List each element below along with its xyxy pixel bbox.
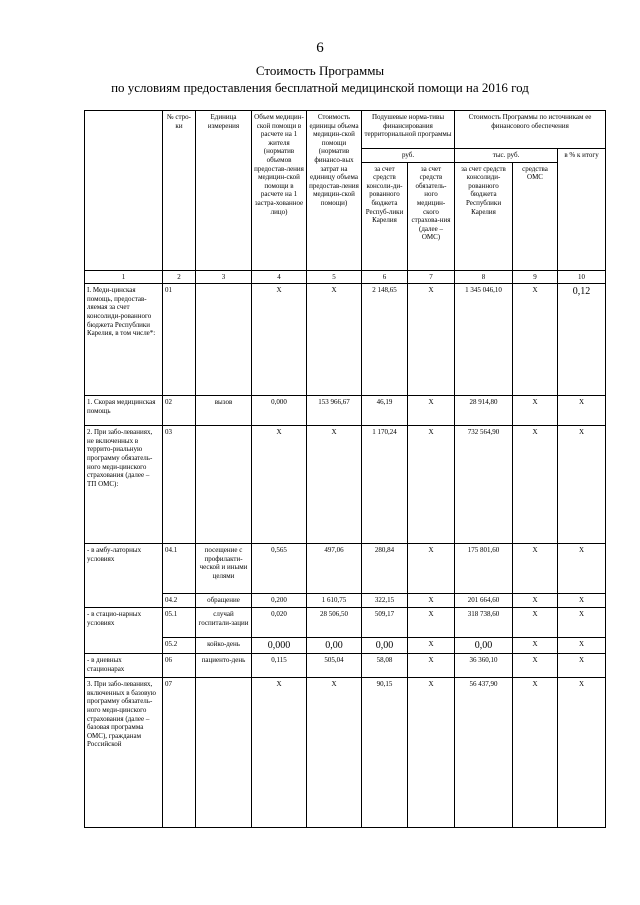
row-number: 05.2 bbox=[163, 638, 196, 654]
row-name: 1. Скорая медицинская помощь bbox=[85, 396, 163, 426]
row-unit bbox=[196, 284, 252, 396]
row-percent: X bbox=[558, 678, 606, 828]
row-total-budget: 28 914,80 bbox=[455, 396, 513, 426]
row-percent: 0,12 bbox=[558, 284, 606, 396]
row-per-capita-budget: 90,15 bbox=[362, 678, 408, 828]
page-number: 6 bbox=[316, 40, 324, 56]
header-oms-total: средства ОМС bbox=[513, 162, 558, 270]
row-per-capita-budget: 0,00 bbox=[362, 638, 408, 654]
col-number: 5 bbox=[307, 270, 362, 284]
row-name: I. Меди-цинская помощь, предостав-ляемая за счет консолиди-рованного бюджета Республики Карелия, в том числе*: bbox=[85, 284, 163, 396]
header-row-no: № стро-ки bbox=[163, 111, 196, 271]
header-thousand-rub: тыс. руб. bbox=[455, 149, 558, 163]
row-number: 01 bbox=[163, 284, 196, 396]
row-volume: 0,020 bbox=[252, 608, 307, 638]
row-percent: X bbox=[558, 594, 606, 608]
row-unit bbox=[196, 678, 252, 828]
header-volume: Объем медицин-ской помощи в расчете на 1 жителя (норматив объемов предостав-ления медицин-ской помощи в расчете на 1 застра-хованное лицо) bbox=[252, 111, 307, 271]
row-per-capita-oms: X bbox=[408, 654, 455, 678]
row-volume: 0,200 bbox=[252, 594, 307, 608]
header-per-capita: Подушевые норма-тивы финансирования территориальной программы bbox=[362, 111, 455, 149]
row-per-capita-oms: X bbox=[408, 284, 455, 396]
row-unit: посещение с профилакти-ческой и иными целями bbox=[196, 544, 252, 594]
row-per-capita-budget: 280,84 bbox=[362, 544, 408, 594]
header-budget-rk-total: за счет средств консолиди-рованного бюджета Республики Карелия bbox=[455, 162, 513, 270]
row-number: 02 bbox=[163, 396, 196, 426]
row-per-capita-oms: X bbox=[408, 594, 455, 608]
row-volume: X bbox=[252, 678, 307, 828]
row-total-oms: X bbox=[513, 678, 558, 828]
header-unit-cost: Стоимость единицы объема медицин-ской помощи (норматив финансо-вых затрат на единицу объема предостав-ления медицин-ской помощи) bbox=[307, 111, 362, 271]
row-per-capita-budget: 2 148,65 bbox=[362, 284, 408, 396]
row-volume: X bbox=[252, 284, 307, 396]
row-name: 2. При забо-леваниях, не включенных в террито-риальную программу обязатель-ного меди-цинского страхования (далее – ТП ОМС): bbox=[85, 426, 163, 544]
row-unit: пациенто-день bbox=[196, 654, 252, 678]
row-total-oms: X bbox=[513, 426, 558, 544]
row-total-budget: 0,00 bbox=[455, 638, 513, 654]
row-number: 05.1 bbox=[163, 608, 196, 638]
row-unit bbox=[196, 426, 252, 544]
col-number: 10 bbox=[558, 270, 606, 284]
header-percent-total: в % к итогу bbox=[558, 149, 606, 271]
header-unit: Единица измерения bbox=[196, 111, 252, 271]
row-per-capita-oms: X bbox=[408, 426, 455, 544]
row-total-budget: 175 801,60 bbox=[455, 544, 513, 594]
table-row bbox=[85, 654, 606, 678]
table-row bbox=[85, 544, 606, 594]
col-number: 8 bbox=[455, 270, 513, 284]
row-unit-cost: 153 966,67 bbox=[307, 396, 362, 426]
program-cost-table bbox=[84, 110, 606, 828]
table-row bbox=[85, 396, 606, 426]
col-number: 9 bbox=[513, 270, 558, 284]
row-unit: случай госпитали-зации bbox=[196, 608, 252, 638]
row-total-oms: X bbox=[513, 608, 558, 638]
row-number: 04.1 bbox=[163, 544, 196, 594]
header-name-cell bbox=[85, 111, 163, 271]
row-total-budget: 56 437,90 bbox=[455, 678, 513, 828]
row-volume: 0,565 bbox=[252, 544, 307, 594]
document-title: Стоимость Программы bbox=[255, 63, 385, 78]
col-number: 2 bbox=[163, 270, 196, 284]
row-number: 03 bbox=[163, 426, 196, 544]
col-number: 4 bbox=[252, 270, 307, 284]
table-row bbox=[85, 608, 606, 638]
row-name: - в дневных стационарах bbox=[85, 654, 163, 678]
row-unit-cost: 1 610,75 bbox=[307, 594, 362, 608]
row-total-oms: X bbox=[513, 638, 558, 654]
row-volume: 0,115 bbox=[252, 654, 307, 678]
row-number: 04.2 bbox=[163, 594, 196, 608]
header-rub: руб. bbox=[362, 149, 455, 163]
row-name: 3. При забо-леваниях, включенных в базовую программу обязатель-ного меди-цинского страхования (далее – базовая программа ОМС), гражданам Российской bbox=[85, 678, 163, 828]
row-per-capita-oms: X bbox=[408, 638, 455, 654]
col-number: 6 bbox=[362, 270, 408, 284]
header-cost-by-source: Стоимость Программы по источникам ее финансового обеспечения bbox=[455, 111, 606, 149]
row-total-oms: X bbox=[513, 396, 558, 426]
header-row-1 bbox=[85, 111, 606, 149]
row-unit-cost: X bbox=[307, 284, 362, 396]
table-row bbox=[85, 638, 606, 654]
row-total-budget: 732 564,90 bbox=[455, 426, 513, 544]
column-numbers-row bbox=[85, 270, 606, 284]
row-percent: X bbox=[558, 426, 606, 544]
header-budget-rk-per-capita: за счет средств консоли-ди-рованного бюджета Респуб-лики Карелия bbox=[362, 162, 408, 270]
row-total-budget: 201 664,60 bbox=[455, 594, 513, 608]
row-unit: койко-день bbox=[196, 638, 252, 654]
row-total-budget: 1 345 046,10 bbox=[455, 284, 513, 396]
table-row bbox=[85, 678, 606, 828]
row-total-budget: 318 738,60 bbox=[455, 608, 513, 638]
row-percent: X bbox=[558, 654, 606, 678]
row-total-oms: X bbox=[513, 594, 558, 608]
col-number: 3 bbox=[196, 270, 252, 284]
document-subtitle: по условиям предоставления бесплатной медицинской помощи на 2016 год bbox=[111, 80, 529, 95]
row-number: 06 bbox=[163, 654, 196, 678]
row-name: - в амбу-латорных условиях bbox=[85, 544, 163, 608]
col-number: 7 bbox=[408, 270, 455, 284]
row-total-oms: X bbox=[513, 284, 558, 396]
row-total-budget: 36 360,10 bbox=[455, 654, 513, 678]
row-per-capita-oms: X bbox=[408, 544, 455, 594]
row-number: 07 bbox=[163, 678, 196, 828]
row-total-oms: X bbox=[513, 654, 558, 678]
row-per-capita-budget: 1 170,24 bbox=[362, 426, 408, 544]
row-unit-cost: 505,04 bbox=[307, 654, 362, 678]
row-volume: 0,000 bbox=[252, 638, 307, 654]
row-unit: вызов bbox=[196, 396, 252, 426]
row-name: - в стацио-нарных условиях bbox=[85, 608, 163, 654]
row-per-capita-oms: X bbox=[408, 396, 455, 426]
row-percent: X bbox=[558, 638, 606, 654]
row-per-capita-oms: X bbox=[408, 678, 455, 828]
table-row bbox=[85, 284, 606, 396]
row-unit-cost: 0,00 bbox=[307, 638, 362, 654]
table-row bbox=[85, 594, 606, 608]
row-per-capita-budget: 509,17 bbox=[362, 608, 408, 638]
row-unit-cost: X bbox=[307, 678, 362, 828]
row-percent: X bbox=[558, 544, 606, 594]
row-per-capita-oms: X bbox=[408, 608, 455, 638]
row-per-capita-budget: 322,15 bbox=[362, 594, 408, 608]
row-volume: X bbox=[252, 426, 307, 544]
col-number: 1 bbox=[85, 270, 163, 284]
header-oms-per-capita: за счет средств обязатель-ного медицин-ского страхова-ния (далее – ОМС) bbox=[408, 162, 455, 270]
row-unit-cost: X bbox=[307, 426, 362, 544]
row-percent: X bbox=[558, 608, 606, 638]
row-unit: обращение bbox=[196, 594, 252, 608]
row-per-capita-budget: 58,08 bbox=[362, 654, 408, 678]
row-unit-cost: 28 506,50 bbox=[307, 608, 362, 638]
row-total-oms: X bbox=[513, 544, 558, 594]
row-unit-cost: 497,06 bbox=[307, 544, 362, 594]
row-percent: X bbox=[558, 396, 606, 426]
row-per-capita-budget: 46,19 bbox=[362, 396, 408, 426]
table-row bbox=[85, 426, 606, 544]
row-volume: 0,000 bbox=[252, 396, 307, 426]
